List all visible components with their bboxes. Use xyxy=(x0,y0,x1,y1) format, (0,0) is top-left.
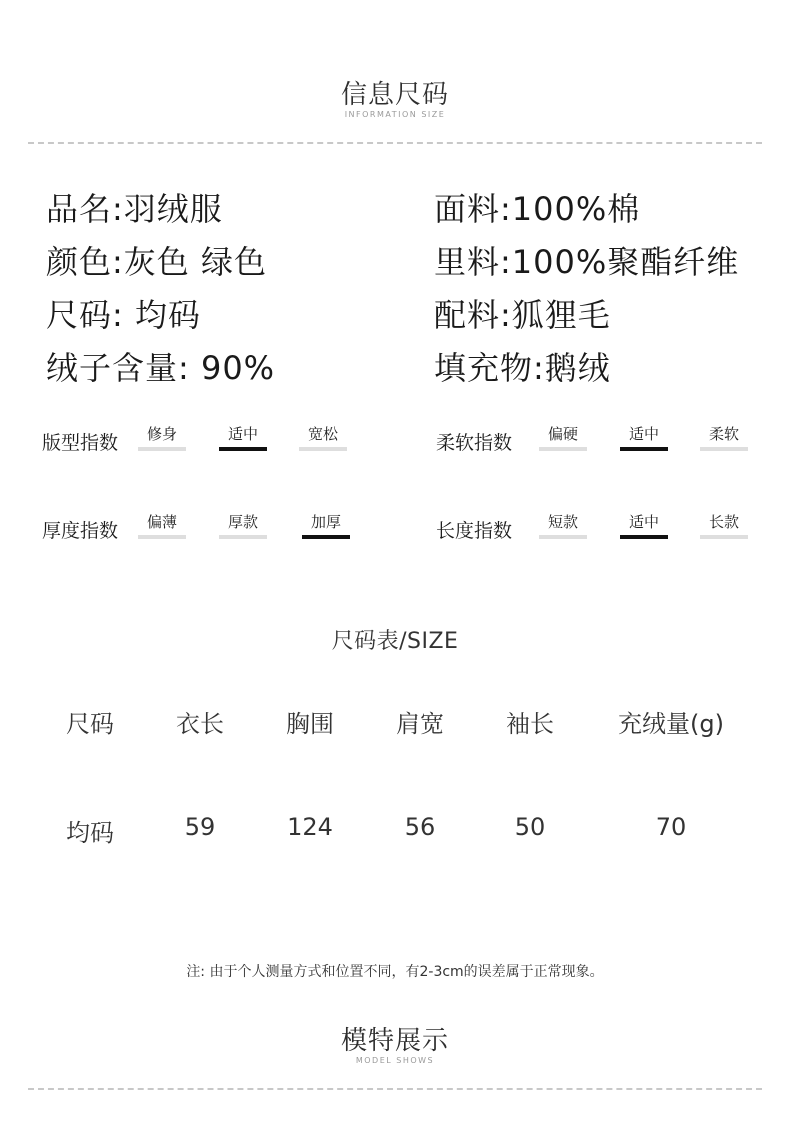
table-cell-sleeve: 50 xyxy=(514,813,546,841)
table-header-chest: 胸围 xyxy=(286,710,334,738)
dashed-divider-top xyxy=(28,142,762,144)
table-cell-shoulder: 56 xyxy=(404,813,436,841)
table-header-fill-weight: 充绒量(g) xyxy=(618,710,724,738)
dashed-divider-bottom xyxy=(28,1088,762,1090)
index-option-softness-0 xyxy=(539,425,587,451)
index-indicator-bar xyxy=(219,535,267,539)
size-table-title: 尺码表/SIZE xyxy=(331,629,459,654)
index-option-fit-2 xyxy=(299,425,347,451)
index-option-thickness-0 xyxy=(138,513,186,539)
index-label-thickness: 厚度指数 xyxy=(42,520,119,542)
index-option-label: 适中 xyxy=(628,425,659,443)
index-option-label: 宽松 xyxy=(307,425,338,443)
section-title-info: 信息尺码 xyxy=(340,80,449,110)
index-option-label: 适中 xyxy=(227,425,258,443)
table-header-length: 衣长 xyxy=(176,710,224,738)
index-option-label: 厚款 xyxy=(227,513,258,531)
section-subtitle-model: MODEL SHOWS xyxy=(355,1056,435,1065)
index-indicator-bar-selected xyxy=(302,535,350,539)
info-filling: 填充物:鹅绒 xyxy=(434,349,611,387)
info-trim: 配料:狐狸毛 xyxy=(434,296,611,334)
info-product-name: 品名:羽绒服 xyxy=(46,190,223,228)
table-header-size: 尺码 xyxy=(66,710,114,738)
info-lining: 里料:100%聚酯纤维 xyxy=(434,243,740,281)
measurement-note: 注: 由于个人测量方式和位置不同，有2-3cm的误差属于正常现象。 xyxy=(186,964,604,980)
index-option-label: 修身 xyxy=(146,425,177,443)
section-title-model: 模特展示 xyxy=(340,1026,449,1056)
index-option-label: 偏薄 xyxy=(146,513,177,531)
table-cell-size: 均码 xyxy=(66,819,114,847)
table-header-shoulder: 肩宽 xyxy=(396,710,444,738)
index-option-label: 柔软 xyxy=(708,425,739,443)
info-size: 尺码: 均码 xyxy=(46,296,201,334)
info-fabric: 面料:100%棉 xyxy=(434,190,641,228)
table-cell-chest: 124 xyxy=(287,813,333,841)
index-indicator-bar-selected xyxy=(620,535,668,539)
section-subtitle-info: INFORMATION SIZE xyxy=(344,110,446,119)
index-option-fit-1 xyxy=(219,425,267,451)
index-indicator-bar xyxy=(700,535,748,539)
index-option-label: 长款 xyxy=(708,513,739,531)
info-color: 颜色:灰色 绿色 xyxy=(46,243,267,281)
index-option-label: 短款 xyxy=(547,513,578,531)
index-option-softness-2 xyxy=(700,425,748,451)
index-option-length-2 xyxy=(700,513,748,539)
index-indicator-bar-selected xyxy=(620,447,668,451)
index-option-label: 偏硬 xyxy=(547,425,578,443)
table-header-sleeve: 袖长 xyxy=(506,710,554,738)
index-indicator-bar xyxy=(299,447,347,451)
index-option-fit-0 xyxy=(138,425,186,451)
index-option-length-1 xyxy=(620,513,668,539)
index-indicator-bar xyxy=(539,447,587,451)
index-label-length: 长度指数 xyxy=(436,520,513,542)
index-indicator-bar xyxy=(138,447,186,451)
index-indicator-bar-selected xyxy=(219,447,267,451)
index-option-label: 加厚 xyxy=(310,513,341,531)
index-indicator-bar xyxy=(539,535,587,539)
index-label-fit: 版型指数 xyxy=(42,432,119,454)
table-cell-length: 59 xyxy=(184,813,216,841)
info-down-content: 绒子含量: 90% xyxy=(46,349,276,387)
index-indicator-bar xyxy=(138,535,186,539)
index-option-softness-1 xyxy=(620,425,668,451)
index-option-thickness-1 xyxy=(219,513,267,539)
index-option-label: 适中 xyxy=(628,513,659,531)
index-option-length-0 xyxy=(539,513,587,539)
index-label-softness: 柔软指数 xyxy=(436,432,513,454)
table-cell-fill-weight: 70 xyxy=(655,813,687,841)
index-indicator-bar xyxy=(700,447,748,451)
index-option-thickness-2 xyxy=(302,513,350,539)
